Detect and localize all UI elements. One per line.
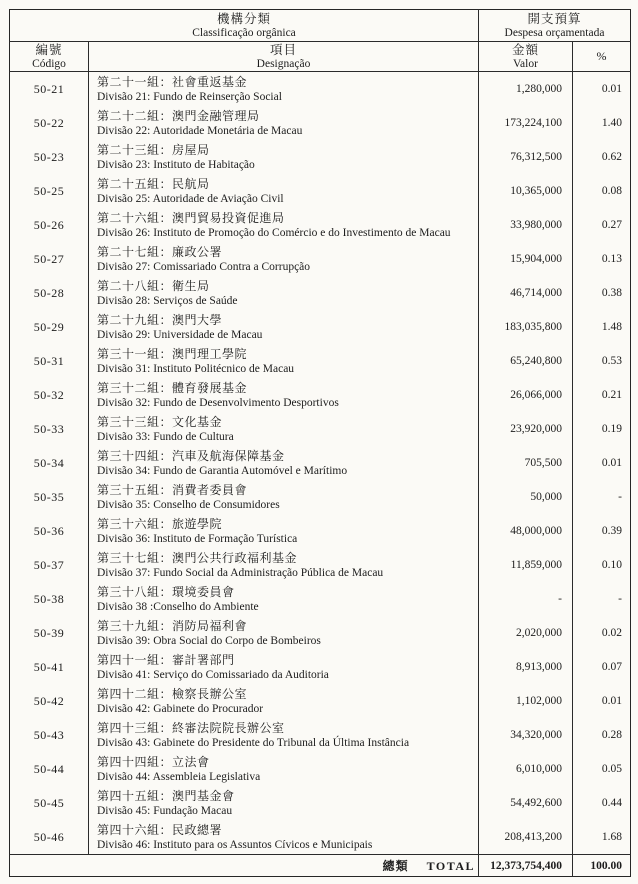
row-percent: - <box>573 480 631 514</box>
table-row <box>10 344 631 378</box>
row-title-pt: Divisão 42: Gabinete do Procurador <box>97 702 264 715</box>
total-label-zh: 總類 <box>382 858 409 873</box>
row-title-pt: Divisão 21: Fundo de Reinserção Social <box>97 90 282 103</box>
row-title-pt: Divisão 28: Serviços de Saúde <box>97 294 238 307</box>
row-percent: 0.39 <box>573 514 631 548</box>
row-designation <box>89 684 479 718</box>
row-amount: 76,312,500 <box>479 140 573 174</box>
row-title-pt: Divisão 33: Fundo de Cultura <box>97 430 234 443</box>
row-percent: 0.19 <box>573 412 631 446</box>
total-amount: 12,373,754,400 <box>479 855 573 877</box>
row-designation <box>89 582 479 616</box>
row-code: 50-25 <box>33 183 65 198</box>
row-code: 50-36 <box>33 523 65 538</box>
row-percent: 0.27 <box>573 208 631 242</box>
budget-table-page <box>9 9 631 877</box>
row-percent: 0.13 <box>573 242 631 276</box>
row-designation <box>89 344 479 378</box>
amount-header-zh: 金額 <box>511 42 539 57</box>
row-percent: 0.62 <box>573 140 631 174</box>
row-designation <box>89 412 479 446</box>
row-title-zh: 第二十六組：澳門貿易投資促進局 <box>97 210 285 225</box>
row-amount: 6,010,000 <box>479 752 573 786</box>
code-column-header <box>10 42 89 72</box>
table-row <box>10 174 631 208</box>
row-title-zh: 第四十六組：民政總署 <box>97 822 223 837</box>
row-title-zh: 第三十七組：澳門公共行政福利基金 <box>97 550 298 565</box>
row-code: 50-43 <box>33 727 65 742</box>
row-designation <box>89 276 479 310</box>
row-title-zh: 第三十五組：消費者委員會 <box>97 482 248 497</box>
row-code: 50-34 <box>33 455 65 470</box>
row-amount: 183,035,800 <box>479 310 573 344</box>
budget-header-pt: Despesa orçamentada <box>504 26 605 39</box>
row-amount: 208,413,200 <box>479 820 573 855</box>
row-amount: 48,000,000 <box>479 514 573 548</box>
row-designation <box>89 548 479 582</box>
row-percent: 0.07 <box>573 650 631 684</box>
row-designation <box>89 446 479 480</box>
row-code: 50-41 <box>33 659 65 674</box>
row-title-zh: 第二十一組：社會重返基金 <box>97 74 248 89</box>
code-header-pt: Código <box>32 57 66 70</box>
row-title-zh: 第四十三組：終審法院院長辦公室 <box>97 720 285 735</box>
row-percent: 0.10 <box>573 548 631 582</box>
row-title-zh: 第二十九組：澳門大學 <box>97 312 223 327</box>
row-title-pt: Divisão 25: Autoridade de Aviação Civil <box>97 192 284 205</box>
row-amount: 33,980,000 <box>479 208 573 242</box>
row-title-zh: 第四十五組：澳門基金會 <box>97 788 235 803</box>
org-classification-zh: 機構分類 <box>216 11 271 26</box>
row-title-zh: 第二十七組：廉政公署 <box>97 244 223 259</box>
row-amount: 1,280,000 <box>479 72 573 107</box>
row-designation <box>89 310 479 344</box>
row-percent: 0.44 <box>573 786 631 820</box>
row-title-pt: Divisão 22: Autoridade Monetária de Macau <box>97 124 303 137</box>
amount-header-pt: Valor <box>513 57 538 70</box>
table-row <box>10 718 631 752</box>
row-title-zh: 第三十八組：環境委員會 <box>97 584 235 599</box>
budget-header <box>479 10 631 42</box>
row-code: 50-38 <box>33 591 65 606</box>
row-designation <box>89 378 479 412</box>
row-title-zh: 第三十二組：體育發展基金 <box>97 380 248 395</box>
row-title-pt: Divisão 38 :Conselho do Ambiente <box>97 600 259 613</box>
row-code: 50-37 <box>33 557 65 572</box>
row-title-zh: 第四十一組：審計署部門 <box>97 652 235 667</box>
row-title-pt: Divisão 34: Fundo de Garantia Automóvel e Marítimo <box>97 464 348 477</box>
row-code: 50-45 <box>33 795 65 810</box>
row-amount: 50,000 <box>479 480 573 514</box>
row-title-zh: 第二十二組：澳門金融管理局 <box>97 108 260 123</box>
row-designation <box>89 140 479 174</box>
row-code: 50-28 <box>33 285 65 300</box>
row-title-pt: Divisão 29: Universidade de Macau <box>97 328 263 341</box>
row-amount: 2,020,000 <box>479 616 573 650</box>
row-designation <box>89 72 479 107</box>
row-amount: 23,920,000 <box>479 412 573 446</box>
row-amount: 8,913,000 <box>479 650 573 684</box>
row-title-pt: Divisão 44: Assembleia Legislativa <box>97 770 261 783</box>
row-title-pt: Divisão 23: Instituto de Habitação <box>97 158 255 171</box>
table-row <box>10 310 631 344</box>
row-title-pt: Divisão 46: Instituto para os Assuntos Cívicos e Municipais <box>97 838 373 851</box>
designation-column-header <box>89 42 479 72</box>
row-percent: 0.08 <box>573 174 631 208</box>
row-title-zh: 第三十三組：文化基金 <box>97 414 223 429</box>
row-code: 50-22 <box>33 115 65 130</box>
table-row <box>10 412 631 446</box>
row-title-pt: Divisão 43: Gabinete do Presidente do Tribunal da Última Instância <box>97 736 410 749</box>
row-title-pt: Divisão 31: Instituto Politécnico de Macau <box>97 362 295 375</box>
table-body <box>10 72 631 855</box>
row-code: 50-32 <box>33 387 65 402</box>
row-percent: 0.02 <box>573 616 631 650</box>
row-title-pt: Divisão 35: Conselho de Consumidores <box>97 498 280 511</box>
row-percent: 0.53 <box>573 344 631 378</box>
row-title-zh: 第三十六組：旅遊學院 <box>97 516 223 531</box>
total-label-pt: TOTAL <box>426 858 475 873</box>
table-row <box>10 514 631 548</box>
row-title-zh: 第三十九組：消防局福利會 <box>97 618 248 633</box>
row-amount: 65,240,800 <box>479 344 573 378</box>
row-designation <box>89 174 479 208</box>
total-row <box>10 855 631 877</box>
table-row <box>10 786 631 820</box>
row-code: 50-46 <box>33 829 65 844</box>
row-title-pt: Divisão 27: Comissariado Contra a Corrupção <box>97 260 311 273</box>
header-group-row <box>10 10 631 42</box>
row-designation <box>89 752 479 786</box>
row-title-zh: 第二十八組：衛生局 <box>97 278 210 293</box>
row-code: 50-23 <box>33 149 65 164</box>
row-designation <box>89 786 479 820</box>
row-amount: 54,492,600 <box>479 786 573 820</box>
percent-column-header: % <box>573 42 631 72</box>
row-designation <box>89 514 479 548</box>
row-code: 50-33 <box>33 421 65 436</box>
table-row <box>10 582 631 616</box>
row-code: 50-31 <box>33 353 65 368</box>
table-row <box>10 650 631 684</box>
row-amount: - <box>479 582 573 616</box>
org-classification-pt: Classificação orgânica <box>192 26 296 39</box>
row-percent: 0.01 <box>573 446 631 480</box>
row-amount: 1,102,000 <box>479 684 573 718</box>
table-row <box>10 242 631 276</box>
row-percent: 1.40 <box>573 106 631 140</box>
table-footer <box>10 855 631 877</box>
row-title-zh: 第四十四組：立法會 <box>97 754 210 769</box>
row-title-zh: 第二十三組：房屋局 <box>97 142 210 157</box>
table-row <box>10 548 631 582</box>
table-row <box>10 684 631 718</box>
row-title-pt: Divisão 41: Serviço do Comissariado da Auditoria <box>97 668 329 681</box>
table-row <box>10 752 631 786</box>
row-percent: - <box>573 582 631 616</box>
row-code: 50-44 <box>33 761 65 776</box>
table-row <box>10 820 631 855</box>
row-amount: 11,859,000 <box>479 548 573 582</box>
row-designation <box>89 106 479 140</box>
designation-header-pt: Designação <box>256 57 311 70</box>
designation-header-zh: 項目 <box>269 42 297 57</box>
row-amount: 26,066,000 <box>479 378 573 412</box>
row-code: 50-42 <box>33 693 65 708</box>
amount-column-header <box>479 42 573 72</box>
row-code: 50-21 <box>33 81 65 96</box>
total-percent: 100.00 <box>573 855 631 877</box>
row-title-zh: 第二十五組：民航局 <box>97 176 210 191</box>
row-amount: 10,365,000 <box>479 174 573 208</box>
row-code: 50-39 <box>33 625 65 640</box>
row-code: 50-27 <box>33 251 65 266</box>
table-row <box>10 616 631 650</box>
row-designation <box>89 820 479 855</box>
row-amount: 173,224,100 <box>479 106 573 140</box>
row-amount: 705,500 <box>479 446 573 480</box>
row-title-pt: Divisão 36: Instituto de Formação Turística <box>97 532 298 545</box>
row-amount: 15,904,000 <box>479 242 573 276</box>
row-title-pt: Divisão 37: Fundo Social da Administração Pública de Macau <box>97 566 384 579</box>
table-row <box>10 140 631 174</box>
row-title-pt: Divisão 32: Fundo de Desenvolvimento Desportivos <box>97 396 339 409</box>
row-title-pt: Divisão 26: Instituto de Promoção do Comércio e do Investimento de Macau <box>97 226 451 239</box>
code-header-zh: 編號 <box>35 42 63 57</box>
table-header <box>10 10 631 72</box>
total-label-cell <box>10 855 479 877</box>
table-row <box>10 446 631 480</box>
row-designation <box>89 616 479 650</box>
row-code: 50-29 <box>33 319 65 334</box>
row-title-zh: 第三十四組：汽車及航海保障基金 <box>97 448 285 463</box>
row-title-zh: 第三十一組：澳門理工學院 <box>97 346 248 361</box>
row-code: 50-35 <box>33 489 65 504</box>
org-classification-header <box>10 10 479 42</box>
table-row <box>10 106 631 140</box>
row-percent: 0.05 <box>573 752 631 786</box>
row-amount: 34,320,000 <box>479 718 573 752</box>
row-designation <box>89 718 479 752</box>
table-row <box>10 276 631 310</box>
table-row <box>10 72 631 107</box>
row-designation <box>89 208 479 242</box>
table-row <box>10 378 631 412</box>
column-header-row <box>10 42 631 72</box>
row-percent: 0.01 <box>573 72 631 107</box>
row-designation <box>89 650 479 684</box>
row-percent: 0.21 <box>573 378 631 412</box>
row-percent: 0.38 <box>573 276 631 310</box>
row-percent: 1.68 <box>573 820 631 855</box>
row-title-zh: 第四十二組：檢察長辦公室 <box>97 686 248 701</box>
row-percent: 1.48 <box>573 310 631 344</box>
budget-header-zh: 開支預算 <box>527 11 582 26</box>
row-percent: 0.01 <box>573 684 631 718</box>
budget-table <box>9 9 631 877</box>
table-row <box>10 208 631 242</box>
row-amount: 46,714,000 <box>479 276 573 310</box>
row-title-pt: Divisão 39: Obra Social do Corpo de Bombeiros <box>97 634 321 647</box>
row-percent: 0.28 <box>573 718 631 752</box>
row-code: 50-26 <box>33 217 65 232</box>
row-designation <box>89 242 479 276</box>
row-designation <box>89 480 479 514</box>
table-row <box>10 480 631 514</box>
row-title-pt: Divisão 45: Fundação Macau <box>97 804 233 817</box>
